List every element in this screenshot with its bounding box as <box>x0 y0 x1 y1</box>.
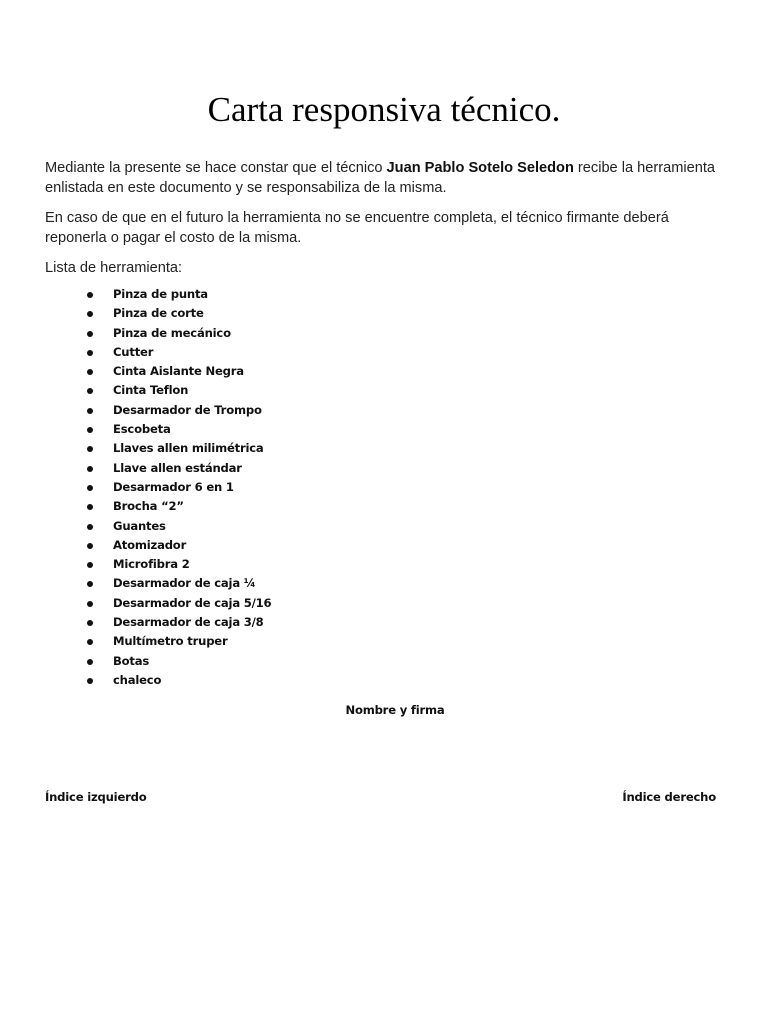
bullet-icon <box>87 581 93 587</box>
bullet-icon <box>87 408 93 414</box>
tool-name: Desarmador de caja 3/8 <box>113 615 264 630</box>
tool-name: Atomizador <box>113 537 187 552</box>
bullet-icon <box>87 446 93 452</box>
tool-list-item <box>85 420 271 439</box>
tool-list-item <box>85 555 271 574</box>
technician-name: Juan Pablo Sotelo Seledon <box>386 160 574 176</box>
tool-name: chaleco <box>113 672 162 687</box>
left-index-label: Índice izquierdo <box>45 790 147 804</box>
responsibility-paragraph: En caso de que en el futuro la herramienta no se encuentre completa, el técnico firmante deberá reponerla o pagar el costo de la misma. <box>45 210 669 246</box>
bullet-icon <box>87 601 93 607</box>
bullet-icon <box>87 427 93 433</box>
tool-name: Desarmador 6 en 1 <box>113 479 234 494</box>
tool-name: Llave allen estándar <box>113 460 242 475</box>
bullet-icon <box>87 562 93 568</box>
tool-list-item <box>85 517 271 536</box>
bullet-icon <box>87 524 93 530</box>
tool-list-heading: Lista de herramienta: <box>45 260 183 276</box>
bullet-icon <box>87 659 93 665</box>
tool-list-item <box>85 439 271 458</box>
tool-list-item <box>85 632 271 651</box>
tool-list-item <box>85 497 271 516</box>
tool-name: Cutter <box>113 344 154 359</box>
bullet-icon <box>87 620 93 626</box>
bullet-icon <box>87 350 93 356</box>
tool-name: Guantes <box>113 518 166 533</box>
bullet-icon <box>87 369 93 375</box>
signature-label: Nombre y firma <box>345 703 445 717</box>
intro-text-before: Mediante la presente se hace constar que el técnico <box>45 160 387 176</box>
tool-list-item <box>85 401 271 420</box>
tool-name: Llaves allen milimétrica <box>113 441 264 456</box>
tool-list-item <box>85 304 271 323</box>
tool-name: Desarmador de Trompo <box>113 402 262 417</box>
tool-list-item <box>85 362 271 381</box>
bullet-icon <box>87 311 93 317</box>
document-title: Carta responsiva técnico. <box>207 90 561 129</box>
bullet-icon <box>87 639 93 645</box>
bullet-icon <box>87 678 93 684</box>
tool-name: Desarmador de caja 5/16 <box>113 595 272 610</box>
tool-list-item <box>85 285 271 304</box>
tool-name: Pinza de punta <box>113 287 208 301</box>
tool-list-item <box>85 324 271 343</box>
tool-list-item <box>85 671 271 690</box>
bullet-icon <box>87 466 93 472</box>
tool-list-item <box>85 536 271 555</box>
tool-list-item <box>85 613 271 632</box>
tool-name: Pinza de mecánico <box>113 325 231 340</box>
tool-list-item <box>85 381 271 400</box>
right-index-label: Índice derecho <box>622 790 716 804</box>
tool-list <box>85 285 271 690</box>
tool-name: Botas <box>113 653 150 668</box>
tool-name: Pinza de corte <box>113 306 204 321</box>
tool-name: Cinta Aislante Negra <box>113 364 244 379</box>
bullet-icon <box>87 543 93 549</box>
tool-name: Multímetro truper <box>113 634 228 649</box>
tool-name: Escobeta <box>113 422 171 437</box>
intro-text-after: recibe la herramienta enlistada en este documento y se responsabiliza de la misma. <box>45 160 716 196</box>
tool-list-item <box>85 652 271 671</box>
tool-name: Brocha “2” <box>113 499 184 514</box>
tool-name: Cinta Teflon <box>113 383 189 398</box>
tool-list-item <box>85 594 271 613</box>
bullet-icon <box>87 504 93 510</box>
tool-list-item <box>85 343 271 362</box>
bullet-icon <box>87 388 93 394</box>
bullet-icon <box>87 331 93 337</box>
tool-name: Microfibra 2 <box>113 557 190 572</box>
tool-list-item <box>85 478 271 497</box>
bullet-icon <box>87 485 93 491</box>
bullet-icon <box>87 292 93 298</box>
tool-list-item <box>85 574 271 593</box>
intro-paragraph <box>45 158 725 198</box>
tool-list-item <box>85 459 271 478</box>
tool-name: Desarmador de caja ¼ <box>113 576 256 591</box>
